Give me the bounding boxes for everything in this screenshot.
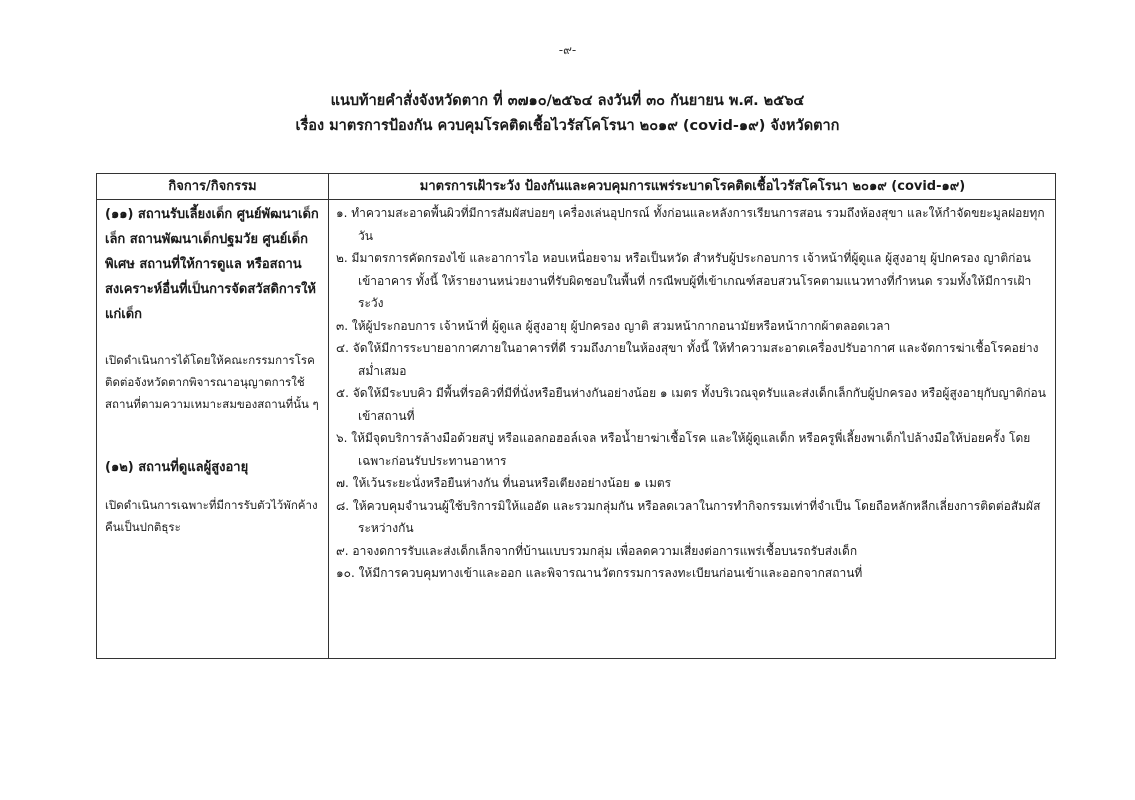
column-header-measures: มาตรการเฝ้าระวัง ป้องกันและควบคุมการแพร่ระบาดโรคติดเชื้อไวรัสโคโรนา ๒๐๑๙ (covid-๑๙) (419, 179, 966, 194)
measure-item: ๖. ให้มีจุดบริการล้างมือด้วยสบู่ หรือแอลกอฮอล์เจล หรือน้ำยาฆ่าเชื้อโรค และให้ผู้ดูแลเด็ก หรือครูพี่เลี้ยงพาเด็กไปล้างมือให้บ่อยครั้ง โดยเฉพาะก่อนรับประทานอาหาร (336, 431, 1031, 468)
measure-item: ๗. ให้เว้นระยะนั่งหรือยืนห่างกัน ที่นอนหรือเตียงอย่างน้อย ๑ เมตร (336, 476, 672, 490)
column-divider (328, 174, 329, 658)
measure-item: ๒. มีมาตรการคัดกรองไข้ และอาการไอ หอบเหนื่อยจาม หรือเป็นหวัด สำหรับผู้ประกอบการ เจ้าหน้าที่ผู้ดูแล ผู้สูงอายุ ผู้ปกครอง ญาติก่อนเข้าอาคาร ทั้งนี้ ให้รายงานหน่วยงานที่รับผิดชอบในพื้นที่ กรณีพบผู้ที่เข้าเกณฑ์สอบสวนโรคตามแนวทางที่กำหนด รวมทั้งให้มีการเฝ้าระวัง (336, 251, 1032, 310)
measure-item: ๑. ทำความสะอาดพื้นผิวที่มีการสัมผัสบ่อยๆ เครื่องเล่นอุปกรณ์ ทั้งก่อนและหลังการเรียนการสอน รวมถึงห้องสุขา และให้กำจัดขยะมูลฝอยทุกวัน (336, 206, 1045, 243)
activity-title-12: (๑๒) สถานที่ดูแลผู้สูงอายุ (105, 460, 249, 475)
measures-table (96, 173, 1056, 659)
measure-item: ๔. จัดให้มีการระบายอากาศภายในอาคารที่ดี รวมถึงภายในห้องสุขา ทั้งนี้ ให้ทำความสะอาดเครื่องปรับอากาศ และจัดการฆ่าเชื้อโรคอย่างสม่ำเสมอ (336, 341, 1039, 378)
measure-item: ๕. จัดให้มีระบบคิว มีพื้นที่รอคิวที่มีที่นั่งหรือยืนห่างกันอย่างน้อย ๑ เมตร ทั้งบริเวณจุดรับและส่งเด็กเล็กกับผู้ปกครอง หรือผู้สูงอายุกับญาติก่อนเข้าสถานที่ (336, 386, 1046, 423)
table-header-row (97, 174, 1055, 200)
measure-item: ๑๐. ให้มีการควบคุมทางเข้าและออก และพิจารณานวัตกรรมการลงทะเบียนก่อนเข้าและออกจากสถานที่ (336, 566, 863, 580)
page-number: -๙- (558, 43, 577, 57)
activities-column (105, 202, 321, 538)
measure-item: ๘. ให้ควบคุมจำนวนผู้ใช้บริการมิให้แออัด และรวมกลุ่มกัน หรือลดเวลาในการทำกิจกรรมเท่าที่จำเป็น โดยถือหลักหลีกเลี่ยงการติดต่อสัมผัสระหว่างกัน (336, 498, 1041, 535)
document-header-line1: แนบท้ายคำสั่งจังหวัดตาก ที่ ๓๗๑๐/๒๕๖๔ ลงวันที่ ๓๐ กันยายน พ.ศ. ๒๕๖๔ (330, 93, 805, 109)
measure-item: ๙. อาจงดการรับและส่งเด็กเล็กจากที่บ้านแบบรวมกลุ่ม เพื่อลดความเสี่ยงต่อการแพร่เชื้อบนรถรับส่งเด็ก (336, 543, 858, 558)
activity-title-11: (๑๑) สถานรับเลี้ยงเด็ก ศูนย์พัฒนาเด็กเล็ก สถานพัฒนาเด็กปฐมวัย ศูนย์เด็กพิเศษ สถานที่ให้การดูแล หรือสถานสงเคราะห์อื่นที่เป็นการจัดสวัสดิการให้แก่เด็ก (105, 207, 319, 322)
activity-note-12: เปิดดำเนินการเฉพาะที่มีการรับตัวไว้พักค้างคืนเป็นปกติธุระ (105, 498, 318, 534)
measures-list (336, 202, 1048, 585)
document-header-line2: เรื่อง มาตรการป้องกัน ควบคุมโรคติดเชื้อไวรัสโคโรนา ๒๐๑๙ (covid-๑๙) จังหวัดตาก (295, 118, 840, 134)
activity-note-11: เปิดดำเนินการได้โดยให้คณะกรรมการโรคติดต่อจังหวัดตากพิจารณาอนุญาตการใช้สถานที่ตามความเหมาะสมของสถานที่นั้น ๆ (105, 353, 319, 411)
measure-item: ๓. ให้ผู้ประกอบการ เจ้าหน้าที่ ผู้ดูแล ผู้สูงอายุ ผู้ปกครอง ญาติ สวมหน้ากากอนามัยหรือหน้ากากผ้าตลอดเวลา (336, 318, 891, 333)
column-header-activity: กิจการ/กิจกรรม (168, 179, 257, 194)
